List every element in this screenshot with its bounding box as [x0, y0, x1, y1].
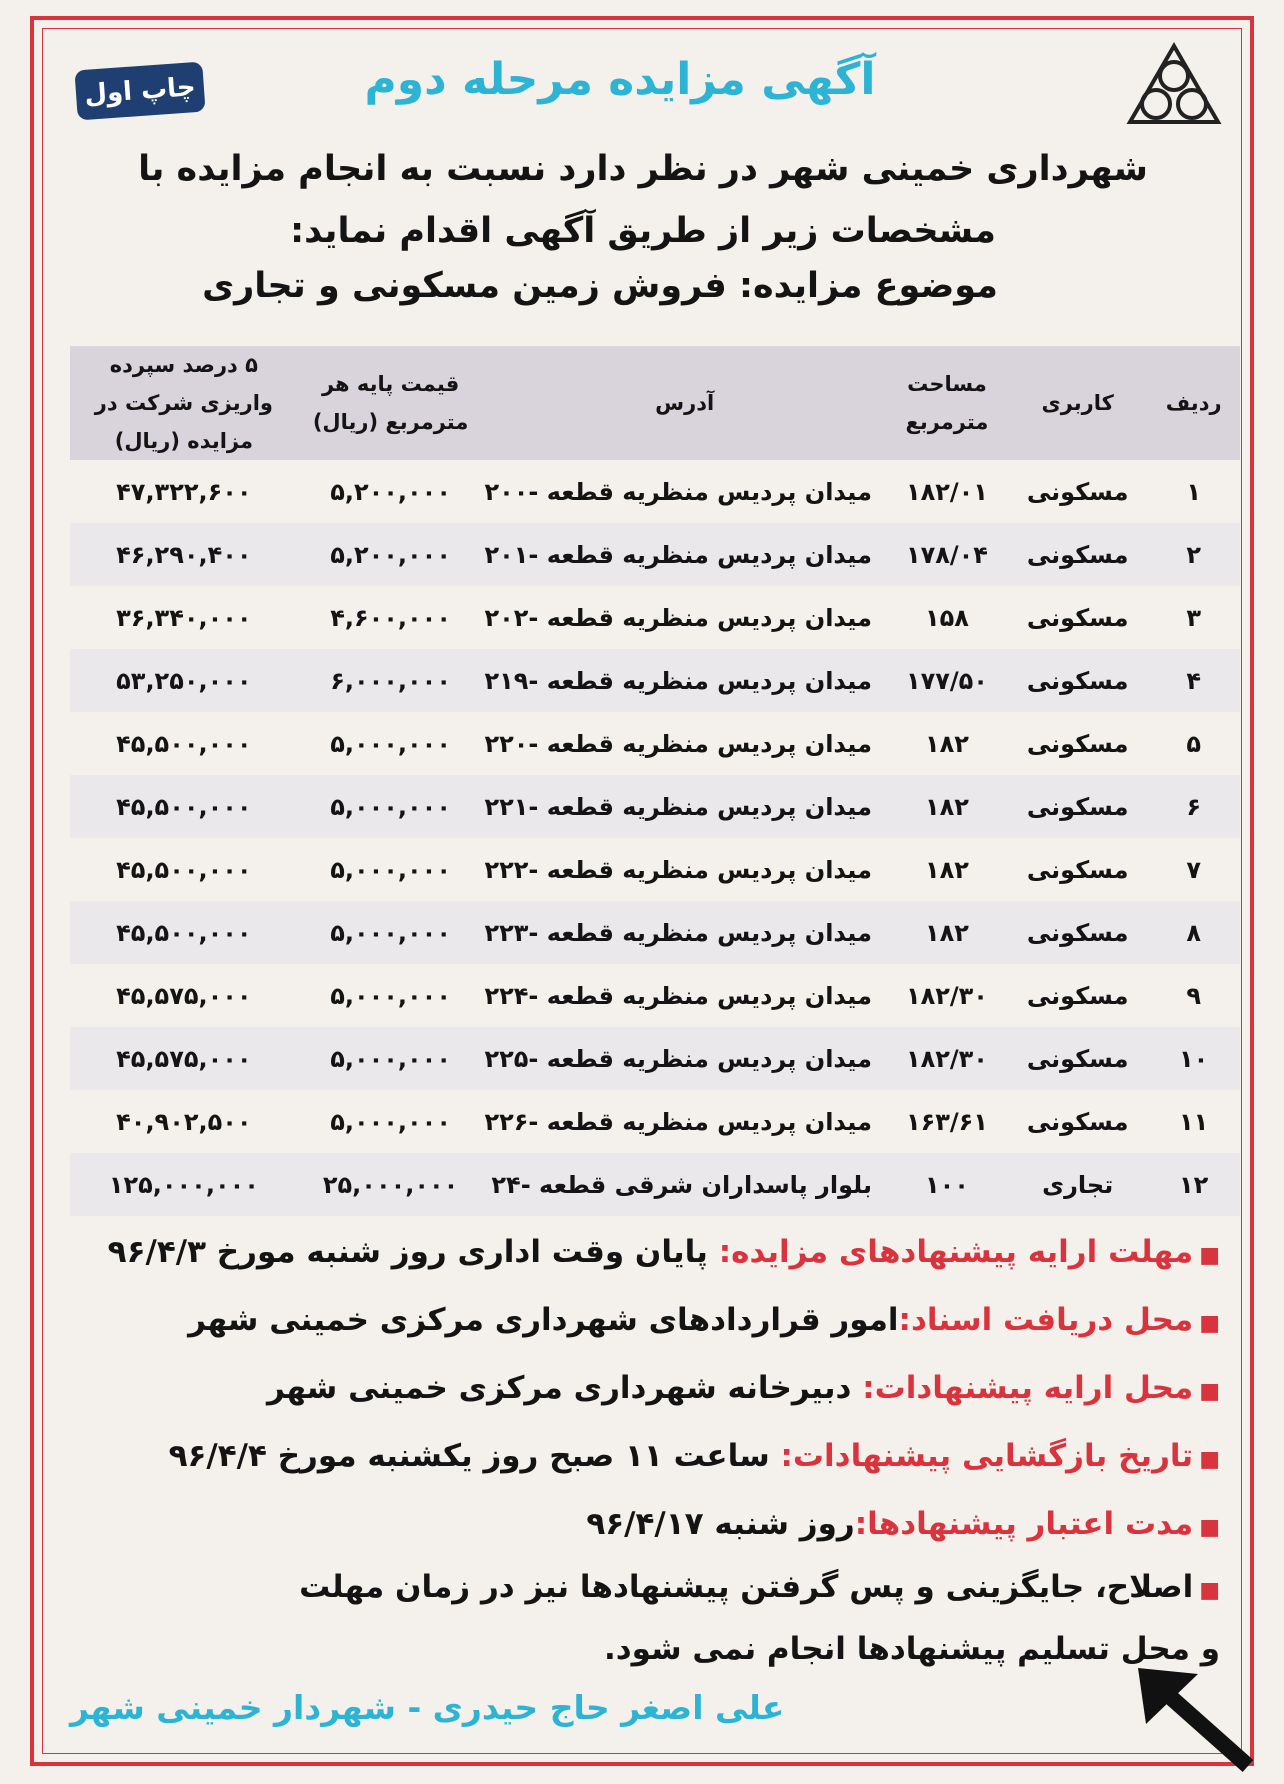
- row-number-cell: ۵: [1186, 729, 1201, 758]
- area-cell: ۱۸۲/۳۰: [886, 1027, 1008, 1090]
- auction-table: [70, 346, 1240, 1216]
- info-label: تاریخ بازگشایی پیشنهادات:: [780, 1438, 1194, 1474]
- area-cell: ۱۸۲: [924, 729, 969, 758]
- row-number-cell: ۲: [1147, 523, 1240, 586]
- use-cell: مسکونی: [1008, 1027, 1147, 1090]
- row-number-cell: ۴: [1147, 649, 1240, 712]
- row-number-cell: ۶: [1147, 775, 1240, 838]
- auction-subject: موضوع مزایده: فروش زمین مسکونی و تجاری: [202, 266, 998, 306]
- address-cell: میدان پردیس منظریه قطعه -۲۲۰: [484, 729, 872, 758]
- address-cell: میدان پردیس منظریه قطعه -۲۲۳: [483, 901, 886, 964]
- table-row: [70, 1090, 1240, 1153]
- info-line: [70, 1218, 1220, 1286]
- info-value: دبیرخانه شهرداری مرکزی خمینی شهر: [267, 1370, 863, 1406]
- bullet-square-icon: ■: [1199, 1379, 1220, 1404]
- address-cell: میدان پردیس منظریه قطعه -۲۲۵: [483, 1027, 886, 1090]
- table-row: [70, 586, 1240, 649]
- info-line: [70, 1354, 1220, 1422]
- table-row: [70, 1153, 1240, 1216]
- row-number-cell: ۱۲: [1147, 1153, 1240, 1216]
- mayor-signature: علی اصغر حاج حیدری - شهردار خمینی شهر: [70, 1688, 785, 1727]
- info-value: پایان وقت اداری روز شنبه مورخ ۹۶/۴/۳: [107, 1234, 719, 1270]
- note-line: [70, 1558, 1220, 1678]
- row-number-cell: ۳: [1186, 603, 1201, 632]
- use-cell: مسکونی: [1026, 603, 1129, 632]
- area-cell: ۱۸۲: [886, 775, 1008, 838]
- row-number-cell: ۷: [1186, 855, 1201, 884]
- bullet-square-icon: ■: [1199, 1578, 1220, 1603]
- table-row: [70, 460, 1240, 523]
- base-price-cell: ۵,۰۰۰,۰۰۰: [330, 729, 451, 758]
- address-cell: میدان پردیس منظریه قطعه -۲۰۱: [483, 523, 886, 586]
- deposit-cell: ۳۶,۳۴۰,۰۰۰: [116, 603, 252, 632]
- deposit-cell: ۴۵,۵۷۵,۰۰۰: [70, 1027, 298, 1090]
- area-cell: ۱۸۲/۰۱: [905, 477, 988, 506]
- deposit-cell: ۴۵,۵۰۰,۰۰۰: [70, 901, 298, 964]
- header-row-number: ردیف: [1147, 346, 1240, 460]
- info-value: ساعت ۱۱ صبح روز یکشنبه مورخ ۹۶/۴/۴: [168, 1438, 781, 1474]
- deposit-cell: ۴۵,۵۷۵,۰۰۰: [116, 981, 252, 1010]
- row-number-cell: ۱۰: [1147, 1027, 1240, 1090]
- auction-info: [70, 1218, 1220, 1678]
- use-cell: مسکونی: [1008, 901, 1147, 964]
- header-address: آدرس: [483, 346, 886, 460]
- row-number-cell: ۸: [1147, 901, 1240, 964]
- deposit-cell: ۴۷,۳۲۲,۶۰۰: [116, 477, 252, 506]
- row-number-cell: ۱۱: [1179, 1107, 1209, 1136]
- base-price-cell: ۵,۰۰۰,۰۰۰: [298, 901, 484, 964]
- table-row: [70, 1027, 1240, 1090]
- use-cell: مسکونی: [1008, 775, 1147, 838]
- ad-title: آگهی مزایده مرحله دوم: [364, 54, 876, 105]
- base-price-cell: ۵,۰۰۰,۰۰۰: [330, 981, 451, 1010]
- table-row: [70, 964, 1240, 1027]
- intro-text: شهرداری خمینی شهر در نظر دارد نسبت به انجام مزایده با مشخصات زیر از طریق آگهی اقدام نماید:: [138, 149, 1148, 251]
- deposit-cell: ۴۵,۵۰۰,۰۰۰: [70, 775, 298, 838]
- use-cell: تجاری: [1008, 1153, 1147, 1216]
- table-row: [70, 523, 1240, 586]
- bullet-square-icon: ■: [1199, 1447, 1220, 1472]
- use-cell: مسکونی: [1026, 981, 1129, 1010]
- note-text: اصلاح، جایگزینی و پس گرفتن پیشنهادها نیز در زمان مهلت و محل تسلیم پیشنهادها انجام نمی شود.: [299, 1569, 1220, 1667]
- base-price-cell: ۵,۰۰۰,۰۰۰: [330, 855, 451, 884]
- info-value: امور قراردادهای شهرداری مرکزی خمینی شهر: [188, 1302, 899, 1338]
- deposit-cell: ۵۳,۲۵۰,۰۰۰: [70, 649, 298, 712]
- base-price-cell: ۵,۰۰۰,۰۰۰: [298, 775, 484, 838]
- table-body: [70, 460, 1240, 1216]
- info-label: محل ارایه پیشنهادات:: [862, 1370, 1194, 1406]
- header-use: کاربری: [1008, 346, 1147, 460]
- area-cell: ۱۸۲: [924, 855, 969, 884]
- header-base-price: قیمت پایه هر مترمربع (ریال): [298, 346, 484, 460]
- use-cell: مسکونی: [1008, 649, 1147, 712]
- base-price-cell: ۵,۰۰۰,۰۰۰: [298, 1027, 484, 1090]
- info-value: روز شنبه ۹۶/۴/۱۷: [586, 1506, 855, 1542]
- area-cell: ۱۰۰: [886, 1153, 1008, 1216]
- table-row: [70, 901, 1240, 964]
- area-cell: ۱۸۲/۳۰: [905, 981, 988, 1010]
- area-cell: ۱۵۸: [924, 603, 969, 632]
- row-number-cell: ۱: [1186, 477, 1201, 506]
- address-cell: بلوار پاسداران شرقی قطعه -۲۴: [483, 1153, 886, 1216]
- area-cell: ۱۶۳/۶۱: [905, 1107, 988, 1136]
- area-cell: ۱۸۲: [886, 901, 1008, 964]
- table-header-row: [70, 346, 1240, 460]
- header-area: مساحت مترمربع: [886, 346, 1008, 460]
- info-line: [70, 1490, 1220, 1558]
- header-deposit: ۵ درصد سپرده واریزی شرکت در مزایده (ریال): [70, 346, 298, 460]
- use-cell: مسکونی: [1008, 523, 1147, 586]
- deposit-cell: ۴۵,۵۰۰,۰۰۰: [116, 855, 252, 884]
- table-row: [70, 712, 1240, 775]
- base-price-cell: ۴,۶۰۰,۰۰۰: [330, 603, 451, 632]
- deposit-cell: ۴۶,۲۹۰,۴۰۰: [70, 523, 298, 586]
- address-cell: میدان پردیس منظریه قطعه -۲۲۴: [484, 981, 872, 1010]
- address-cell: میدان پردیس منظریه قطعه -۲۰۰: [484, 477, 872, 506]
- table-row: [70, 775, 1240, 838]
- info-label: مدت اعتبار پیشنهادها:: [854, 1506, 1194, 1542]
- table-row: [70, 649, 1240, 712]
- info-label: محل دریافت اسناد:: [898, 1302, 1194, 1338]
- info-line: [70, 1422, 1220, 1490]
- base-price-cell: ۲۵,۰۰۰,۰۰۰: [298, 1153, 484, 1216]
- use-cell: مسکونی: [1026, 477, 1129, 506]
- bullet-square-icon: ■: [1199, 1311, 1220, 1336]
- municipality-logo-icon: [1126, 42, 1222, 126]
- address-cell: میدان پردیس منظریه قطعه -۲۲۱: [483, 775, 886, 838]
- base-price-cell: ۵,۲۰۰,۰۰۰: [330, 477, 451, 506]
- address-cell: میدان پردیس منظریه قطعه -۲۲۲: [484, 855, 872, 884]
- bullet-square-icon: ■: [1199, 1515, 1220, 1540]
- row-number-cell: ۹: [1186, 981, 1201, 1010]
- info-line: [70, 1286, 1220, 1354]
- deposit-cell: ۱۲۵,۰۰۰,۰۰۰: [70, 1153, 298, 1216]
- use-cell: مسکونی: [1026, 1107, 1129, 1136]
- bullet-square-icon: ■: [1199, 1243, 1220, 1268]
- address-cell: میدان پردیس منظریه قطعه -۲۰۲: [484, 603, 872, 632]
- info-label: مهلت ارایه پیشنهادهای مزایده:: [718, 1234, 1194, 1270]
- address-cell: میدان پردیس منظریه قطعه -۲۱۹: [483, 649, 886, 712]
- area-cell: ۱۷۷/۵۰: [886, 649, 1008, 712]
- base-price-cell: ۶,۰۰۰,۰۰۰: [298, 649, 484, 712]
- use-cell: مسکونی: [1026, 855, 1129, 884]
- table-row: [70, 838, 1240, 901]
- arrow-icon: [1128, 1666, 1258, 1776]
- deposit-cell: ۴۵,۵۰۰,۰۰۰: [116, 729, 252, 758]
- address-cell: میدان پردیس منظریه قطعه -۲۲۶: [484, 1107, 872, 1136]
- area-cell: ۱۷۸/۰۴: [886, 523, 1008, 586]
- base-price-cell: ۵,۲۰۰,۰۰۰: [298, 523, 484, 586]
- first-print-badge: چاپ اول: [74, 62, 205, 121]
- base-price-cell: ۵,۰۰۰,۰۰۰: [330, 1107, 451, 1136]
- deposit-cell: ۴۰,۹۰۲,۵۰۰: [116, 1107, 252, 1136]
- use-cell: مسکونی: [1026, 729, 1129, 758]
